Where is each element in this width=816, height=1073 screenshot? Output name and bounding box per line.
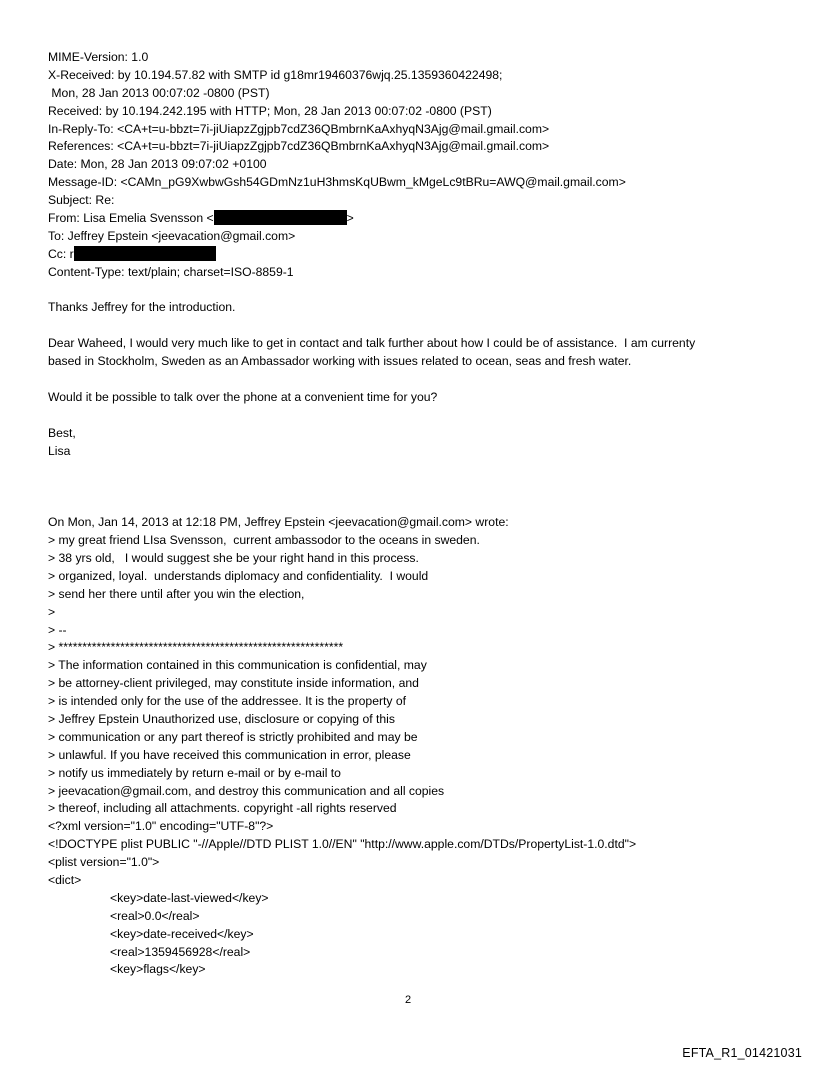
header-from xyxy=(48,210,788,228)
cc-prefix: Cc: r xyxy=(48,246,74,261)
redaction-bar xyxy=(74,246,216,261)
redaction-bar xyxy=(214,210,347,225)
header-in-reply-to: In-Reply-To: <CA+t=u-bbzt=7i-jiUiapzZgjpb7cdZ36QBmbrnKaAxhyqN3Ajg@mail.gmail.com> xyxy=(48,121,550,136)
plist-entry: <key>date-received</key> xyxy=(110,926,254,941)
email-headers xyxy=(48,49,788,282)
body-thanks: Thanks Jeffrey for the introduction. xyxy=(48,300,236,315)
quoted-line: > organized, loyal. understands diplomacy and confidentiality. I would xyxy=(48,568,429,583)
plist-entry: <key>flags</key> xyxy=(110,962,206,977)
body-signature: Lisa xyxy=(48,443,71,458)
header-x-received-date: Mon, 28 Jan 2013 00:07:02 -0800 (PST) xyxy=(48,85,270,100)
from-prefix: From: Lisa Emelia Svensson < xyxy=(48,211,214,226)
header-received: Received: by 10.194.242.195 with HTTP; Mon, 28 Jan 2013 00:07:02 -0800 (PST) xyxy=(48,103,492,118)
quoted-line: > ************************************************************ xyxy=(48,640,344,655)
email-body xyxy=(48,299,788,460)
header-mime-version: MIME-Version: 1.0 xyxy=(48,50,149,64)
quoted-line: > 38 yrs old, I would suggest she be your right hand in this process. xyxy=(48,550,419,565)
from-suffix: > xyxy=(346,211,354,226)
quoted-line: > communication or any part thereof is strictly prohibited and may be xyxy=(48,729,418,744)
quoted-line: > unlawful. If you have received this communication in error, please xyxy=(48,747,411,762)
header-cc xyxy=(48,246,788,264)
quoted-line: > The information contained in this communication is confidential, may xyxy=(48,658,427,673)
plist-block xyxy=(48,818,788,979)
quoted-line: > Jeffrey Epstein Unauthorized use, disclosure or copying of this xyxy=(48,711,395,726)
body-paragraph-line: Dear Waheed, I would very much like to get in contact and talk further about how I could be of assistance. I am currenty xyxy=(48,336,696,351)
quoted-line: > thereof, including all attachments. copyright -all rights reserved xyxy=(48,801,397,816)
quoted-line: > my great friend LIsa Svensson, current ambassodor to the oceans in sweden. xyxy=(48,533,480,548)
quoted-line: > notify us immediately by return e-mail or by e-mail to xyxy=(48,765,341,780)
body-paragraph-line: based in Stockholm, Sweden as an Ambassador working with issues related to ocean, seas and fresh water. xyxy=(48,354,632,369)
quoted-line: > send her there until after you win the election, xyxy=(48,586,305,601)
header-content-type: Content-Type: text/plain; charset=ISO-8859-1 xyxy=(48,264,294,279)
plist-xml-declaration: <?xml version="1.0" encoding="UTF-8"?> xyxy=(48,819,274,834)
quoted-line: > jeevacation@gmail.com, and destroy this communication and all copies xyxy=(48,783,445,798)
document-id: EFTA_R1_01421031 xyxy=(682,1046,802,1060)
header-to: To: Jeffrey Epstein <jeevacation@gmail.com> xyxy=(48,228,296,243)
header-message-id: Message-ID: <CAMn_pG9XwbwGsh54GDmNz1uH3hmsKqUBwm_kMgeLc9tBRu=AWQ@mail.gmail.com> xyxy=(48,175,626,190)
quoted-line: > is intended only for the use of the addressee. It is the property of xyxy=(48,694,407,709)
quoted-message xyxy=(48,514,788,818)
plist-dict-open: <dict> xyxy=(48,872,82,887)
header-subject: Subject: Re: xyxy=(48,193,115,208)
plist-open-tag: <plist version="1.0"> xyxy=(48,855,160,870)
header-references: References: <CA+t=u-bbzt=7i-jiUiapzZgjpb7cdZ36QBmbrnKaAxhyqN3Ajg@mail.gmail.com> xyxy=(48,139,550,154)
quoted-lines xyxy=(48,532,788,818)
body-signoff: Best, xyxy=(48,425,76,440)
quoted-line: > xyxy=(48,604,56,619)
page-number: 2 xyxy=(404,994,412,1006)
plist-entry: <key>date-last-viewed</key> xyxy=(110,890,269,905)
plist-doctype: <!DOCTYPE plist PUBLIC "-//Apple//DTD PLIST 1.0//EN" "http://www.apple.com/DTDs/PropertyList-1.0.dtd"> xyxy=(48,837,637,852)
plist-entries xyxy=(48,890,788,979)
plist-entry: <real>1359456928</real> xyxy=(110,944,251,959)
quoted-line: > be attorney-client privileged, may constitute inside information, and xyxy=(48,676,419,691)
header-date: Date: Mon, 28 Jan 2013 09:07:02 +0100 xyxy=(48,157,267,172)
plist-entry: <real>0.0</real> xyxy=(110,908,200,923)
quoted-intro: On Mon, Jan 14, 2013 at 12:18 PM, Jeffrey Epstein <jeevacation@gmail.com> wrote: xyxy=(48,515,509,530)
body-paragraph-line: Would it be possible to talk over the phone at a convenient time for you? xyxy=(48,389,438,404)
header-x-received: X-Received: by 10.194.57.82 with SMTP id g18mr19460376wjq.25.1359360422498; xyxy=(48,67,503,82)
quoted-line: > -- xyxy=(48,622,67,637)
email-document xyxy=(48,49,788,979)
